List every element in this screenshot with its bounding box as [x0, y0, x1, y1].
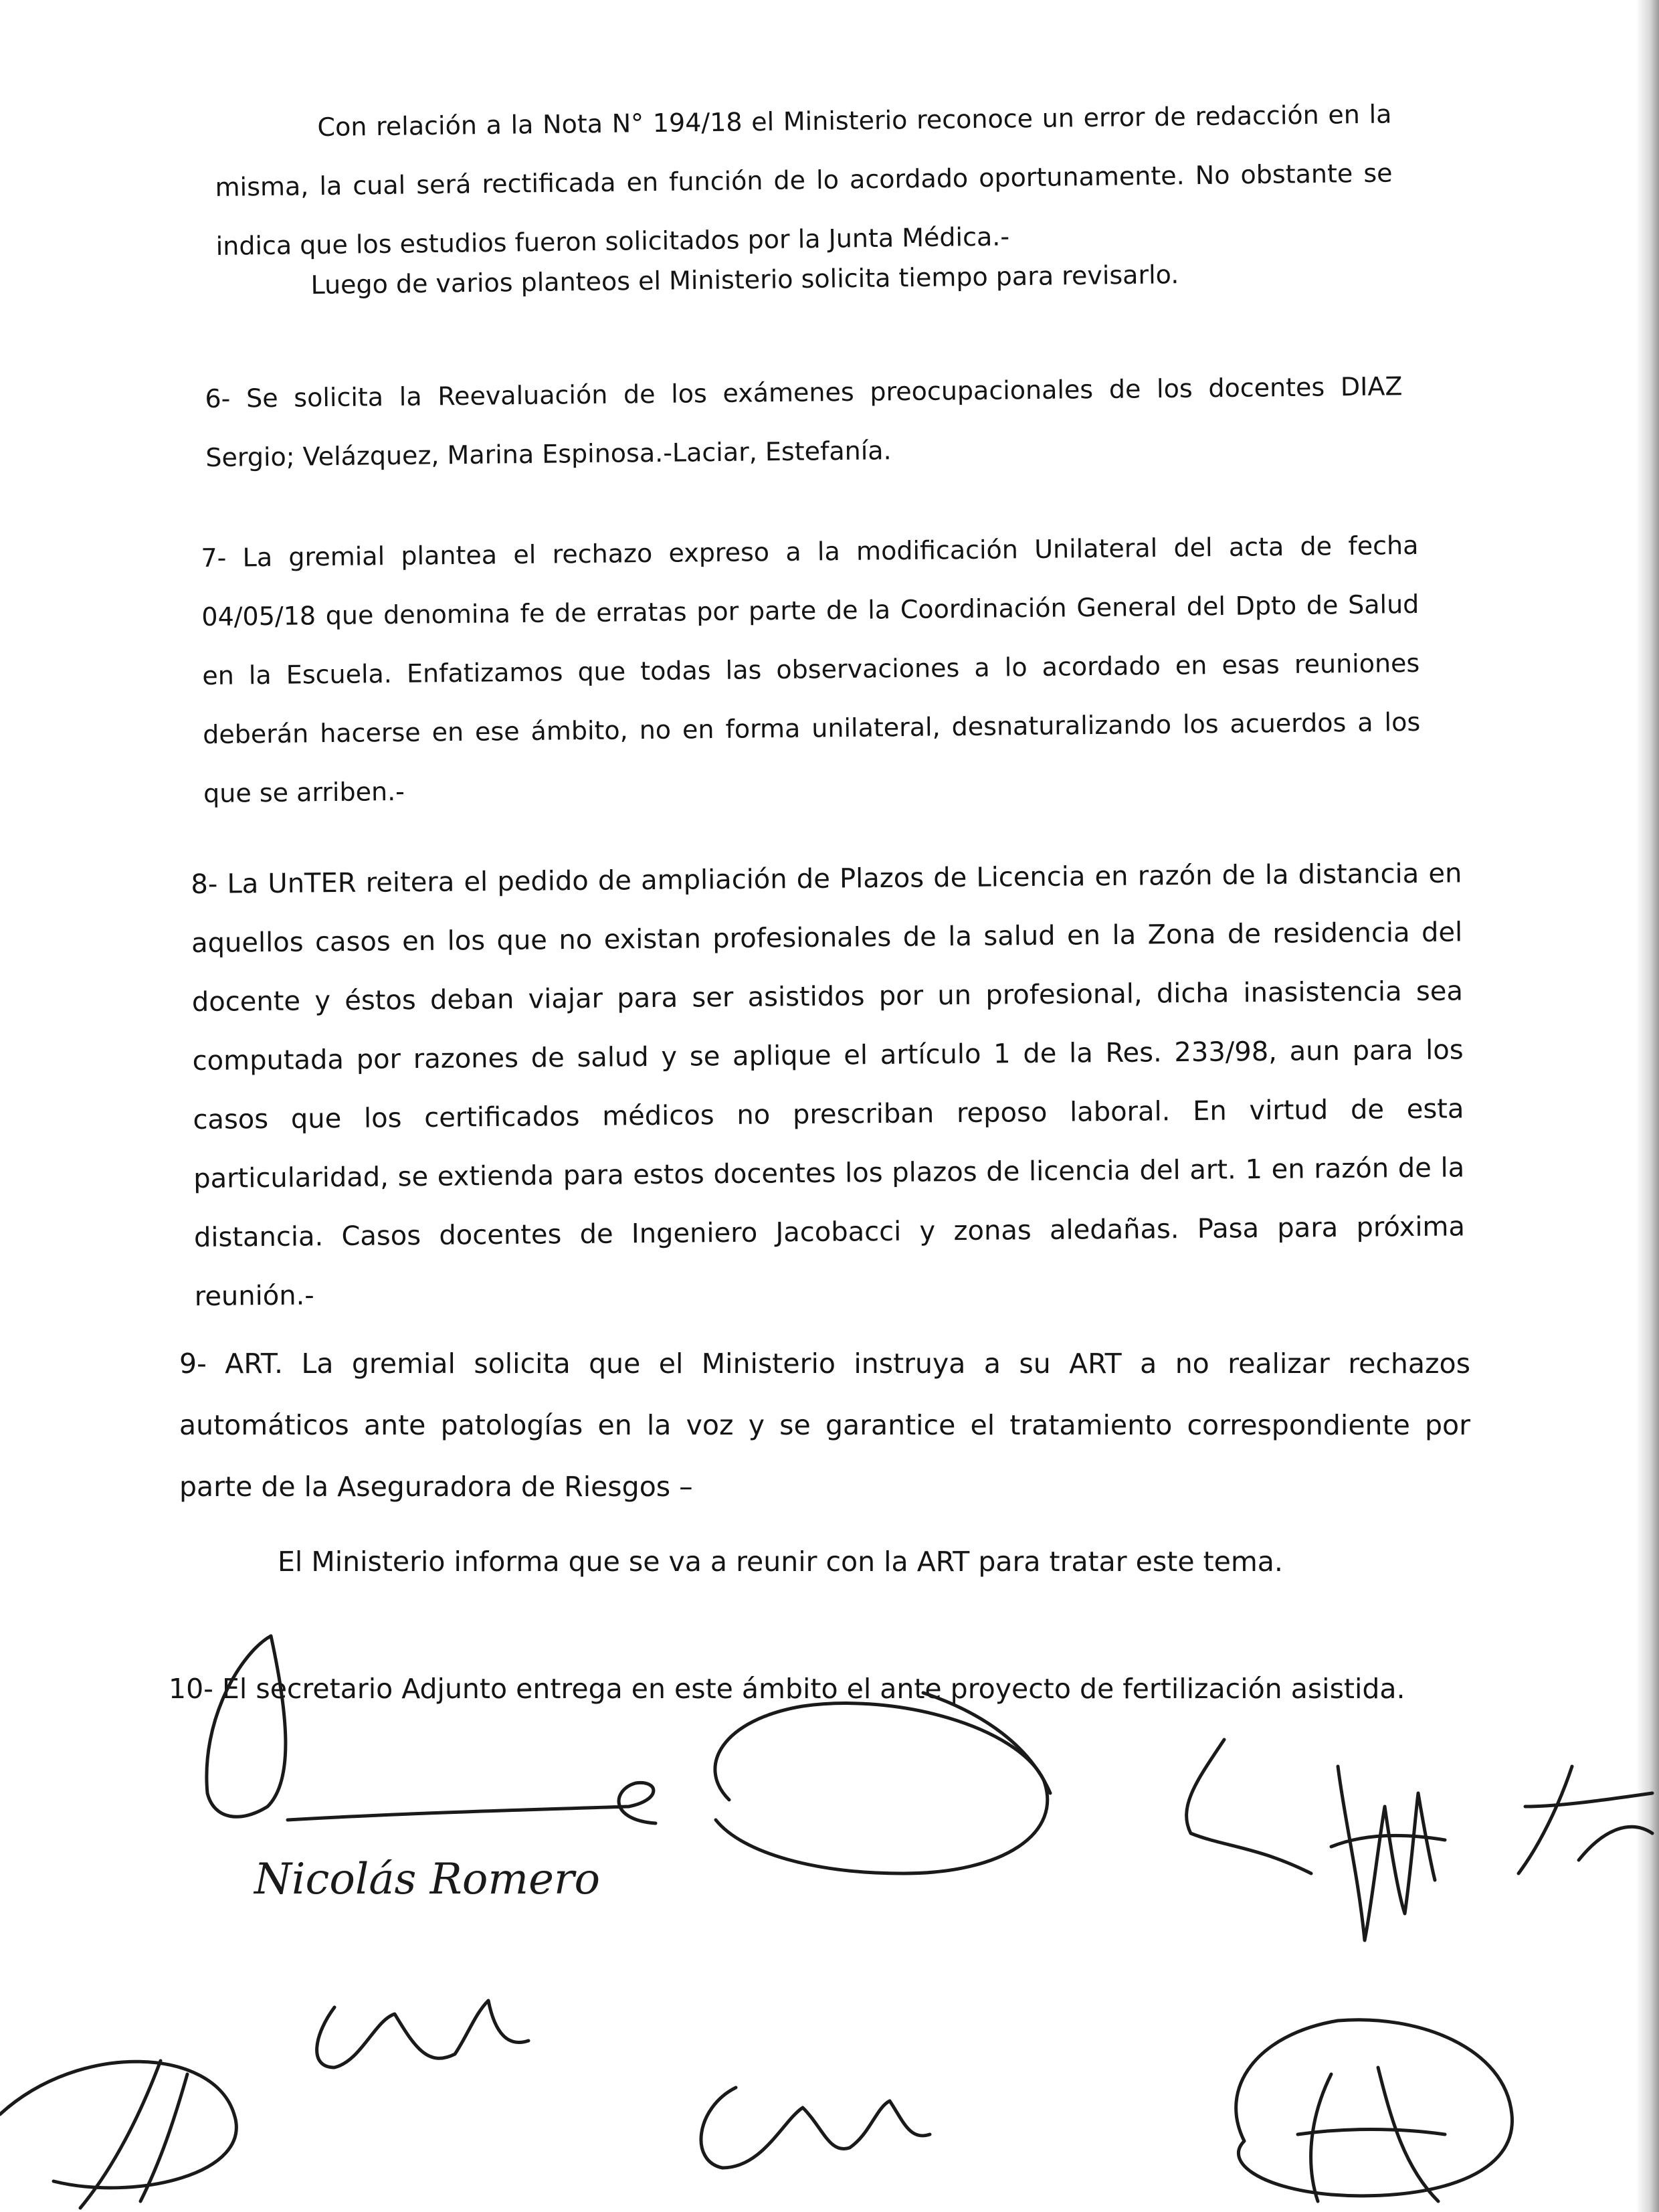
- signature-3: [1187, 1740, 1445, 1940]
- signature-8: [1236, 2020, 1512, 2201]
- item-9-art: 9- ART. La gremial solicita que el Ministerio instruya a su ART a no realizar rechazos automáticos ante patologías en la voz y se garantice el tratamiento correspondiente por parte de la Aseguradora de Riesgos –: [179, 1348, 1470, 1503]
- signature-7: [701, 2088, 930, 2168]
- signature-1: [207, 1636, 656, 1823]
- item-7-rechazo-modificacion: 7- La gremial plantea el rechazo expreso a la modificación Unilateral del acta de fecha 04/05/18 que denomina fe de erratas por parte de la Coordinación General del Dpto de Salud en la Escuela. Enfatizamos que todas las observaciones a lo acordado en esas reuniones deberán hacerse en ese ámbito, no en forma unilateral, desnaturalizando los acuerdos a los que se arriben.-: [201, 530, 1421, 808]
- signature-6: [317, 2001, 528, 2067]
- paragraph-ministerio-art: El Ministerio informa que se va a reunir con la ART para tratar este tema.: [278, 1546, 1283, 1578]
- paragraph-ministerio-revision: Luego de varios planteos el Ministerio solicita tiempo para revisarlo.: [310, 260, 1179, 300]
- signature-name-text: Nicolás Romero: [254, 1855, 601, 1904]
- signature-2: [715, 1693, 1050, 1873]
- signature-4: [1519, 1766, 1652, 1873]
- signature-5: [0, 2061, 236, 2208]
- paragraph-nota-194: Con relación a la Nota N° 194/18 el Ministerio reconoce un error de redacción en la misma, la cual será rectificada en función de lo acordado oportunamente. No obstante se indica que los estudios fueron solicitados por la Junta Médica.-: [215, 99, 1393, 261]
- item-6-reevaluacion: 6- Se solicita la Reevaluación de los exámenes preocupacionales de los docentes DIAZ Sergio; Velázquez, Marina Espinosa.-Laciar, Estefanía.: [205, 371, 1403, 472]
- item-8-plazos-licencia: 8- La UnTER reitera el pedido de ampliación de Plazos de Licencia en razón de la distancia en aquellos casos en los que no existan profesionales de la salud en la Zona de residencia del docente y éstos deban viajar para ser asistidos por un profesional, dicha inasistencia sea computada por razones de salud y se aplique el artículo 1 de la Res. 233/98, aun para los casos que los certificados médicos no prescriban reposo laboral. En virtud de esta particularidad, se extienda para estos docentes los plazos de licencia del art. 1 en razón de la distancia. Casos docentes de Ingeniero Jacobacci y zonas aledañas. Pasa para próxima reunión.-: [191, 858, 1466, 1312]
- signatures-area: [0, 1606, 1659, 2212]
- item-10-fertilizacion: 10- El secretario Adjunto entrega en este ámbito el ante proyecto de fertilización asistida.: [169, 1673, 1405, 1705]
